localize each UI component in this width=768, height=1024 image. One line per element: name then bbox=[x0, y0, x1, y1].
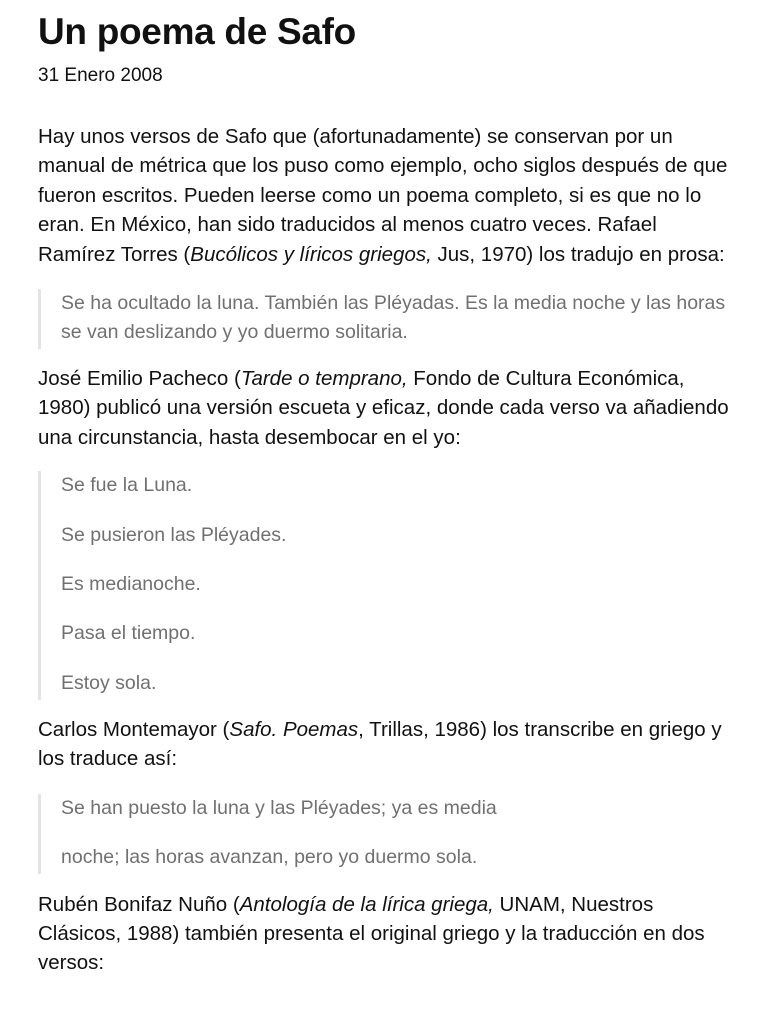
quote-line: Es medianoche. bbox=[61, 573, 201, 596]
quote-line: noche; las horas avanzan, pero yo duermo sola. bbox=[61, 845, 478, 868]
book-title: Safo. Poemas bbox=[229, 717, 359, 741]
paragraph-text: Rubén Bonifaz Nuño ( bbox=[38, 892, 240, 916]
paragraph-montemayor bbox=[38, 715, 730, 774]
post-date: 31 Enero 2008 bbox=[38, 65, 163, 86]
paragraph-text: José Emilio Pacheco ( bbox=[38, 367, 241, 391]
paragraph-pacheco bbox=[38, 364, 730, 452]
article bbox=[0, 10, 768, 1024]
quote-line: Se ha ocultado la luna. También las Pléyadas. Es la media noche y las horas se van deslizando y yo duermo solitaria. bbox=[61, 292, 726, 344]
paragraph-text: Carlos Montemayor ( bbox=[38, 717, 230, 741]
page-title: Un poema de Safo bbox=[38, 11, 356, 52]
book-title: Bucólicos y líricos griegos, bbox=[190, 242, 432, 266]
paragraph-text: Fondo de Cultura Económica, 1980) publicó una versión escueta y eficaz, donde cada verso va añadiendo una circunstancia, hasta desembocar en el yo: bbox=[38, 367, 729, 449]
paragraph-text: UNAM, Nuestros Clásicos, 1988) también presenta el original griego y la traducción en dos versos: bbox=[38, 892, 705, 975]
quote-line: Se fue la Luna. bbox=[61, 474, 193, 497]
paragraph-bonifaz bbox=[38, 890, 730, 978]
paragraph-text: Hay unos versos de Safo que (afortunadamente) se conservan por un manual de métrica que los puso como ejemplo, ocho siglos después de que fueron escritos. Pueden leerse como un poema completo, si es que no lo eran. En México, han sido traducidos al menos cuatro veces. Rafael Ramírez Torres ( bbox=[38, 125, 728, 266]
quote-line: Pasa el tiempo. bbox=[61, 622, 196, 645]
quote-line: Estoy sola. bbox=[61, 671, 157, 694]
blockquote-ramirez bbox=[38, 289, 730, 349]
quote-line: Se han puesto la luna y las Pléyades; ya es media bbox=[61, 796, 497, 819]
book-title: Antología de la lírica griega, bbox=[239, 892, 494, 916]
paragraph-intro bbox=[38, 122, 730, 269]
quote-line: Se pusieron las Pléyades. bbox=[61, 523, 287, 546]
blockquote-pacheco bbox=[38, 471, 730, 700]
blockquote-montemayor bbox=[38, 794, 730, 874]
paragraph-text: Jus, 1970) los tradujo en prosa: bbox=[431, 242, 725, 266]
book-title: Tarde o temprano, bbox=[240, 367, 408, 391]
paragraph-text: , Trillas, 1986) los transcribe en griego y los traduce así: bbox=[38, 717, 722, 771]
